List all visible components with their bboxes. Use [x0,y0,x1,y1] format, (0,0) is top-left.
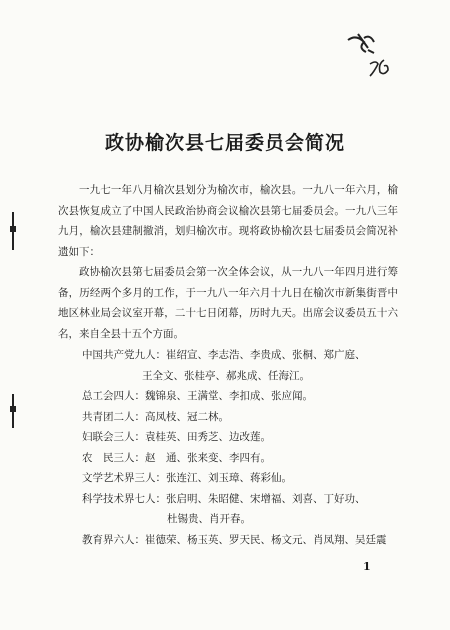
paragraph-intro: 一九七一年八月榆次县划分为榆次市，榆次县。一九八一年六月，榆次县恢复成立了中国人民政治协商会议榆次县第七届委员会。一九八三年九月，榆次县建制撤消，划归榆次市。现将政协榆次县七届委员会简况补遗如下： [58,184,398,258]
list-item [58,448,398,469]
page-title: 政协榆次县七届委员会简况 [104,132,345,154]
document-body [58,180,398,550]
group-names: 崔绍宣、李志浩、李贵成、张桐、郑广庭、 [166,349,366,361]
group-label: 教育界六人： [82,533,145,546]
group-label: 中国共产党九人： [82,349,166,361]
group-label: 妇联会三人： [82,431,145,443]
page-number: 1 [363,560,371,573]
group-names-continued: 王全文、张桂亭、郝兆成、任海江。 [142,369,310,382]
paragraph-meeting: 政协榆次县第七届委员会第一次全体会议，从一九八一年四月进行筹备，历经两个多月的工作，于一九八一年六月十九日在榆次市新集街晋中地区林业局会议室开幕，二十七日闭幕，历时九天。出席会议委员五十六名，来自全县十五个方面。 [58,266,398,340]
group-names: 袁桂英、田秀芝、边改莲。 [145,431,271,443]
group-names: 张连江、刘玉璋、蒋彩仙。 [166,472,292,484]
group-label: 科学技术界七人： [82,492,166,505]
group-label: 总工会四人： [82,390,145,402]
list-item [58,386,398,407]
group-label: 农 民三人： [82,451,145,464]
list-item-continued [58,509,398,530]
group-names: 高凤枝、冠二林。 [145,410,229,423]
list-item [58,468,398,489]
list-item [58,427,398,448]
binding-mark-top [10,212,16,254]
binding-mark-bottom [10,394,16,432]
group-names: 魏锦泉、王满堂、李扣成、张应闻。 [145,390,313,402]
list-item [58,407,398,428]
list-item [58,345,398,366]
group-label: 文学艺术界三人： [82,472,166,484]
handwritten-margin-marks [340,30,400,80]
group-label: 共青团二人： [82,410,145,423]
list-item [58,530,398,551]
group-names-continued: 杜锡贵、肖开春。 [167,513,251,525]
delegate-list [58,345,398,550]
group-names: 赵 通、张来变、李四有。 [145,451,271,464]
list-item-continued [58,366,398,387]
group-names: 崔德荣、杨玉英、罗天民、杨文元、肖凤翔、吴廷震 [145,533,387,546]
group-names: 张启明、朱昭健、宋增福、刘喜、丁好功、 [166,492,366,505]
list-item [58,489,398,510]
